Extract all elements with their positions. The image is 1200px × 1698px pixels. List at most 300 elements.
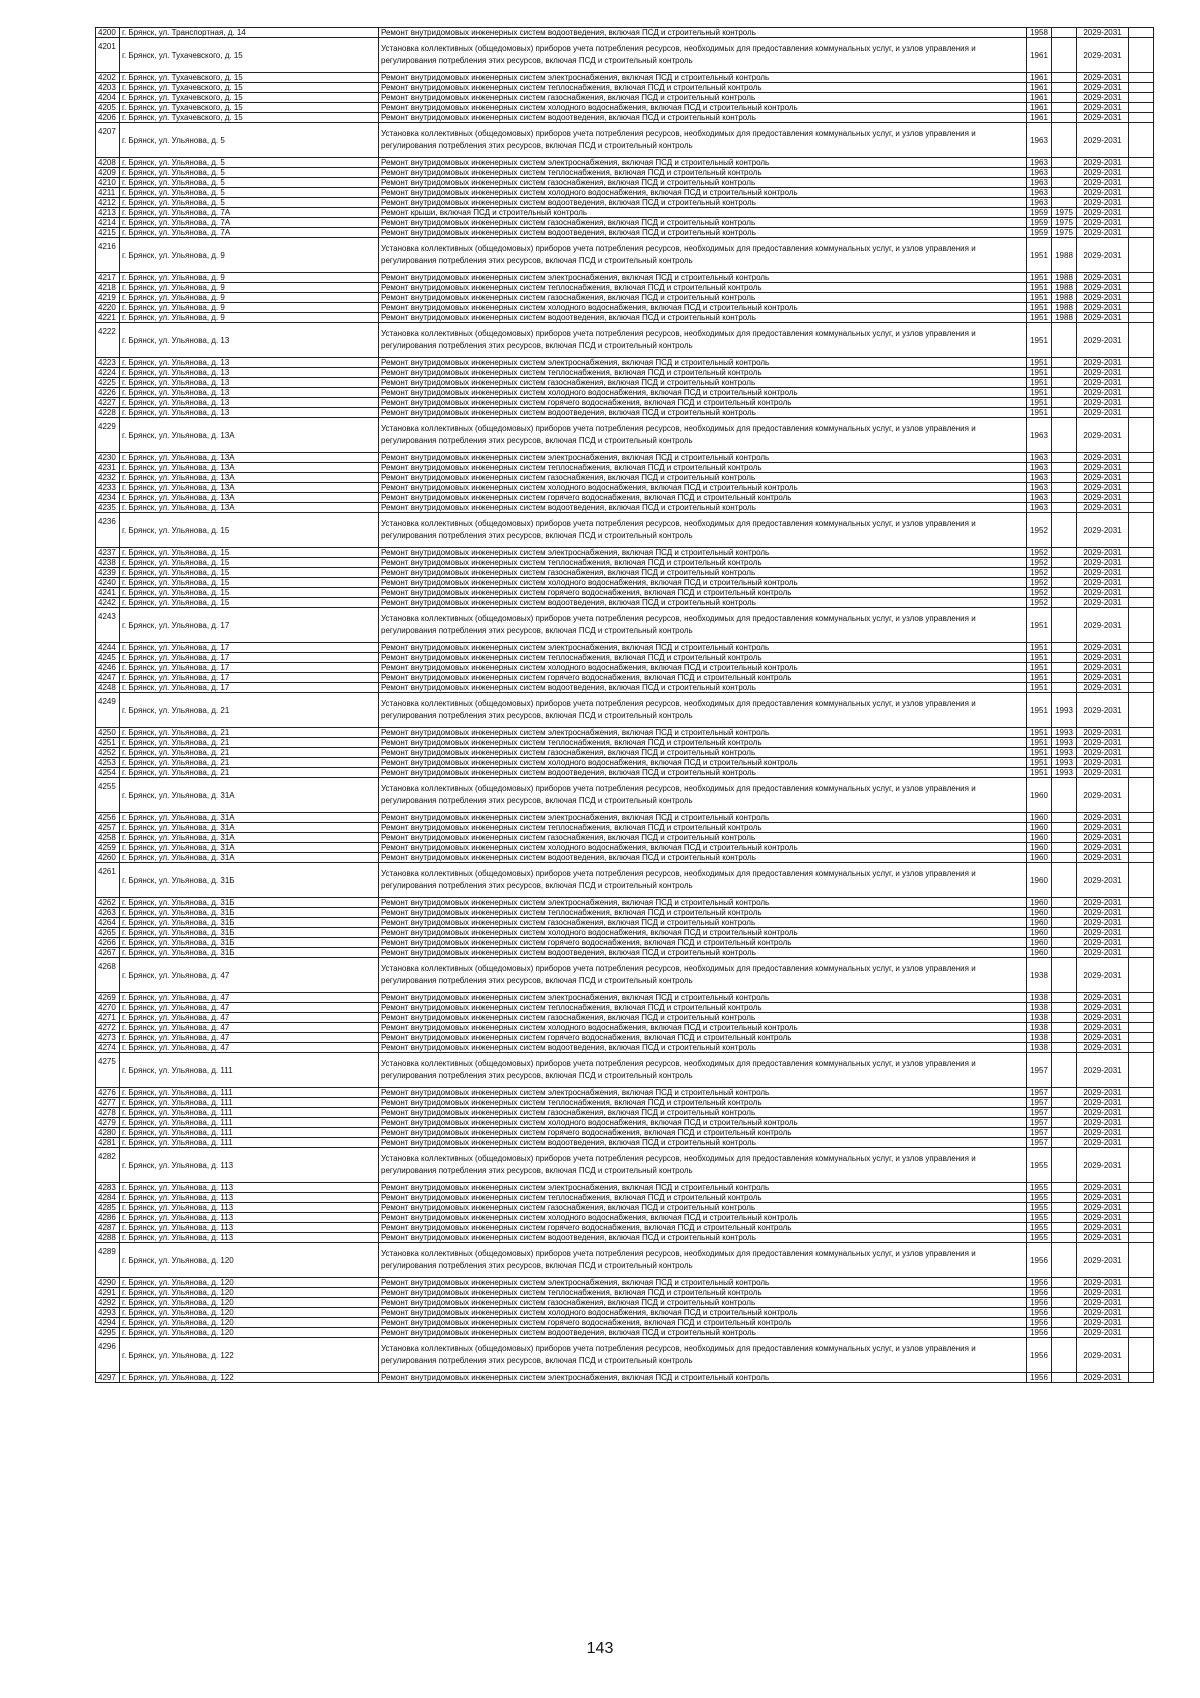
work-type-cell: Ремонт внутридомовых инженерных систем электроснабжения, включая ПСД и строительный контроль	[379, 993, 1027, 1003]
table-row	[96, 918, 1154, 928]
planned-period-cell: 2029-2031	[1077, 358, 1129, 368]
year-reconstructed-cell: 1988	[1052, 273, 1077, 283]
work-type-cell: Установка коллективных (общедомовых) приборов учета потребления ресурсов, необходимых для предоставления коммунальных услуг, и узлов управления и регулирования потребления этих ресурсов, включая ПСД и строительный контроль	[379, 123, 1027, 158]
empty-cell	[1129, 358, 1154, 368]
table-row	[96, 1233, 1154, 1243]
work-type-cell: Ремонт внутридомовых инженерных систем холодного водоснабжения, включая ПСД и строительный контроль	[379, 578, 1027, 588]
row-number: 4235	[96, 503, 120, 513]
year-built-cell: 1957	[1027, 1108, 1052, 1118]
row-number: 4290	[96, 1278, 120, 1288]
address-cell: г. Брянск, ул. Ульянова, д. 120	[120, 1318, 379, 1328]
table-row	[96, 1108, 1154, 1118]
row-number: 4249	[96, 693, 120, 728]
row-number: 4284	[96, 1193, 120, 1203]
table-row	[96, 1023, 1154, 1033]
table-row	[96, 1013, 1154, 1023]
row-number: 4222	[96, 323, 120, 358]
year-built-cell: 1957	[1027, 1118, 1052, 1128]
planned-period-cell: 2029-2031	[1077, 993, 1129, 1003]
address-cell: г. Брянск, ул. Ульянова, д. 31А	[120, 833, 379, 843]
work-type-cell: Ремонт внутридомовых инженерных систем теплоснабжения, включая ПСД и строительный контроль	[379, 1193, 1027, 1203]
year-built-cell: 1938	[1027, 1023, 1052, 1033]
year-built-cell: 1955	[1027, 1213, 1052, 1223]
year-built-cell: 1951	[1027, 378, 1052, 388]
year-built-cell: 1951	[1027, 608, 1052, 643]
address-cell: г. Брянск, ул. Ульянова, д. 15	[120, 548, 379, 558]
table-row	[96, 503, 1154, 513]
row-number: 4291	[96, 1288, 120, 1298]
address-cell: г. Брянск, ул. Ульянова, д. 111	[120, 1128, 379, 1138]
empty-cell	[1129, 378, 1154, 388]
table-row	[96, 158, 1154, 168]
row-number: 4216	[96, 238, 120, 273]
table-row	[96, 1088, 1154, 1098]
planned-period-cell: 2029-2031	[1077, 1298, 1129, 1308]
planned-period-cell: 2029-2031	[1077, 313, 1129, 323]
table-row	[96, 1223, 1154, 1233]
year-built-cell: 1952	[1027, 588, 1052, 598]
work-type-cell: Ремонт внутридомовых инженерных систем теплоснабжения, включая ПСД и строительный контроль	[379, 558, 1027, 568]
planned-period-cell: 2029-2031	[1077, 283, 1129, 293]
address-cell: г. Брянск, ул. Ульянова, д. 13А	[120, 483, 379, 493]
table-row	[96, 938, 1154, 948]
row-number: 4297	[96, 1373, 120, 1383]
work-type-cell: Ремонт внутридомовых инженерных систем теплоснабжения, включая ПСД и строительный контроль	[379, 168, 1027, 178]
empty-cell	[1129, 93, 1154, 103]
work-type-cell: Ремонт внутридомовых инженерных систем электроснабжения, включая ПСД и строительный контроль	[379, 643, 1027, 653]
planned-period-cell: 2029-2031	[1077, 1043, 1129, 1053]
row-number: 4283	[96, 1183, 120, 1193]
year-built-cell: 1963	[1027, 483, 1052, 493]
row-number: 4261	[96, 863, 120, 898]
year-reconstructed-cell: 1993	[1052, 693, 1077, 728]
table-row	[96, 653, 1154, 663]
year-reconstructed-cell	[1052, 1023, 1077, 1033]
year-reconstructed-cell	[1052, 813, 1077, 823]
row-number: 4267	[96, 948, 120, 958]
table-row	[96, 898, 1154, 908]
address-cell: г. Брянск, ул. Ульянова, д. 13	[120, 398, 379, 408]
empty-cell	[1129, 728, 1154, 738]
empty-cell	[1129, 1098, 1154, 1108]
year-reconstructed-cell: 1988	[1052, 293, 1077, 303]
planned-period-cell: 2029-2031	[1077, 758, 1129, 768]
row-number: 4260	[96, 853, 120, 863]
row-number: 4263	[96, 908, 120, 918]
work-type-cell: Установка коллективных (общедомовых) приборов учета потребления ресурсов, необходимых для предоставления коммунальных услуг, и узлов управления и регулирования потребления этих ресурсов, включая ПСД и строительный контроль	[379, 778, 1027, 813]
work-type-cell: Ремонт внутридомовых инженерных систем холодного водоснабжения, включая ПСД и строительный контроль	[379, 1308, 1027, 1318]
work-type-cell: Ремонт внутридомовых инженерных систем газоснабжения, включая ПСД и строительный контроль	[379, 178, 1027, 188]
row-number: 4233	[96, 483, 120, 493]
year-reconstructed-cell	[1052, 463, 1077, 473]
work-type-cell: Ремонт внутридомовых инженерных систем горячего водоснабжения, включая ПСД и строительный контроль	[379, 588, 1027, 598]
empty-cell	[1129, 1203, 1154, 1213]
empty-cell	[1129, 1193, 1154, 1203]
address-cell: г. Брянск, ул. Ульянова, д. 120	[120, 1328, 379, 1338]
work-type-cell: Ремонт внутридомовых инженерных систем водоотведения, включая ПСД и строительный контроль	[379, 408, 1027, 418]
year-built-cell: 1957	[1027, 1138, 1052, 1148]
empty-cell	[1129, 768, 1154, 778]
row-number: 4246	[96, 663, 120, 673]
row-number: 4281	[96, 1138, 120, 1148]
work-type-cell: Ремонт внутридомовых инженерных систем электроснабжения, включая ПСД и строительный контроль	[379, 548, 1027, 558]
year-built-cell: 1951	[1027, 728, 1052, 738]
empty-cell	[1129, 928, 1154, 938]
address-cell: г. Брянск, ул. Ульянова, д. 47	[120, 1023, 379, 1033]
row-number: 4224	[96, 368, 120, 378]
empty-cell	[1129, 643, 1154, 653]
planned-period-cell: 2029-2031	[1077, 1373, 1129, 1383]
work-type-cell: Ремонт внутридомовых инженерных систем электроснабжения, включая ПСД и строительный контроль	[379, 158, 1027, 168]
year-reconstructed-cell	[1052, 823, 1077, 833]
empty-cell	[1129, 558, 1154, 568]
work-type-cell: Ремонт внутридомовых инженерных систем горячего водоснабжения, включая ПСД и строительный контроль	[379, 1223, 1027, 1233]
work-type-cell: Ремонт внутридомовых инженерных систем холодного водоснабжения, включая ПСД и строительный контроль	[379, 103, 1027, 113]
empty-cell	[1129, 398, 1154, 408]
empty-cell	[1129, 653, 1154, 663]
empty-cell	[1129, 918, 1154, 928]
year-reconstructed-cell: 1993	[1052, 758, 1077, 768]
planned-period-cell: 2029-2031	[1077, 948, 1129, 958]
year-built-cell: 1951	[1027, 323, 1052, 358]
empty-cell	[1129, 568, 1154, 578]
empty-cell	[1129, 113, 1154, 123]
year-reconstructed-cell	[1052, 898, 1077, 908]
empty-cell	[1129, 303, 1154, 313]
table-row	[96, 673, 1154, 683]
page-number: 143	[586, 1640, 614, 1657]
year-reconstructed-cell	[1052, 653, 1077, 663]
address-cell: г. Брянск, ул. Ульянова, д. 31А	[120, 778, 379, 813]
year-built-cell: 1938	[1027, 1013, 1052, 1023]
planned-period-cell: 2029-2031	[1077, 1183, 1129, 1193]
planned-period-cell: 2029-2031	[1077, 548, 1129, 558]
year-built-cell: 1955	[1027, 1233, 1052, 1243]
year-reconstructed-cell	[1052, 1223, 1077, 1233]
empty-cell	[1129, 1023, 1154, 1033]
address-cell: г. Брянск, ул. Ульянова, д. 13	[120, 368, 379, 378]
row-number: 4294	[96, 1318, 120, 1328]
table-row	[96, 768, 1154, 778]
planned-period-cell: 2029-2031	[1077, 408, 1129, 418]
planned-period-cell: 2029-2031	[1077, 1138, 1129, 1148]
work-type-cell: Ремонт внутридомовых инженерных систем горячего водоснабжения, включая ПСД и строительный контроль	[379, 938, 1027, 948]
work-type-cell: Ремонт внутридомовых инженерных систем теплоснабжения, включая ПСД и строительный контроль	[379, 83, 1027, 93]
address-cell: г. Брянск, ул. Ульянова, д. 31А	[120, 843, 379, 853]
year-reconstructed-cell	[1052, 158, 1077, 168]
year-built-cell: 1951	[1027, 408, 1052, 418]
planned-period-cell: 2029-2031	[1077, 178, 1129, 188]
table-row	[96, 1278, 1154, 1288]
table-row	[96, 958, 1154, 993]
address-cell: г. Брянск, ул. Ульянова, д. 13А	[120, 418, 379, 453]
address-cell: г. Брянск, ул. Ульянова, д. 113	[120, 1223, 379, 1233]
work-type-cell: Установка коллективных (общедомовых) приборов учета потребления ресурсов, необходимых для предоставления коммунальных услуг, и узлов управления и регулирования потребления этих ресурсов, включая ПСД и строительный контроль	[379, 958, 1027, 993]
planned-period-cell: 2029-2031	[1077, 813, 1129, 823]
address-cell: г. Брянск, ул. Ульянова, д. 5	[120, 123, 379, 158]
year-built-cell: 1960	[1027, 928, 1052, 938]
address-cell: г. Брянск, ул. Ульянова, д. 111	[120, 1088, 379, 1098]
table-row	[96, 323, 1154, 358]
table-row	[96, 1148, 1154, 1183]
row-number: 4220	[96, 303, 120, 313]
empty-cell	[1129, 663, 1154, 673]
table-row	[96, 283, 1154, 293]
address-cell: г. Брянск, ул. Ульянова, д. 5	[120, 168, 379, 178]
planned-period-cell: 2029-2031	[1077, 673, 1129, 683]
row-number: 4264	[96, 918, 120, 928]
planned-period-cell: 2029-2031	[1077, 1098, 1129, 1108]
empty-cell	[1129, 683, 1154, 693]
planned-period-cell: 2029-2031	[1077, 853, 1129, 863]
year-built-cell: 1960	[1027, 938, 1052, 948]
table-row	[96, 473, 1154, 483]
row-number: 4280	[96, 1128, 120, 1138]
row-number: 4209	[96, 168, 120, 178]
planned-period-cell: 2029-2031	[1077, 1328, 1129, 1338]
row-number: 4262	[96, 898, 120, 908]
year-reconstructed-cell: 1993	[1052, 748, 1077, 758]
planned-period-cell: 2029-2031	[1077, 568, 1129, 578]
row-number: 4244	[96, 643, 120, 653]
year-built-cell: 1951	[1027, 238, 1052, 273]
empty-cell	[1129, 898, 1154, 908]
work-type-cell: Ремонт внутридомовых инженерных систем электроснабжения, включая ПСД и строительный контроль	[379, 273, 1027, 283]
empty-cell	[1129, 1013, 1154, 1023]
row-number: 4230	[96, 453, 120, 463]
empty-cell	[1129, 1003, 1154, 1013]
table-row	[96, 598, 1154, 608]
work-type-cell: Ремонт внутридомовых инженерных систем холодного водоснабжения, включая ПСД и строительный контроль	[379, 758, 1027, 768]
year-built-cell: 1963	[1027, 158, 1052, 168]
planned-period-cell: 2029-2031	[1077, 1318, 1129, 1328]
year-built-cell: 1951	[1027, 758, 1052, 768]
year-reconstructed-cell	[1052, 1203, 1077, 1213]
address-cell: г. Брянск, ул. Ульянова, д. 113	[120, 1213, 379, 1223]
year-built-cell: 1956	[1027, 1318, 1052, 1328]
table-row	[96, 758, 1154, 768]
year-built-cell: 1952	[1027, 598, 1052, 608]
year-built-cell: 1951	[1027, 313, 1052, 323]
year-reconstructed-cell	[1052, 833, 1077, 843]
planned-period-cell: 2029-2031	[1077, 103, 1129, 113]
year-built-cell: 1938	[1027, 993, 1052, 1003]
work-type-cell: Ремонт внутридомовых инженерных систем теплоснабжения, включая ПСД и строительный контроль	[379, 1288, 1027, 1298]
empty-cell	[1129, 588, 1154, 598]
address-cell: г. Брянск, ул. Ульянова, д. 7А	[120, 208, 379, 218]
work-type-cell: Ремонт внутридомовых инженерных систем холодного водоснабжения, включая ПСД и строительный контроль	[379, 188, 1027, 198]
work-type-cell: Установка коллективных (общедомовых) приборов учета потребления ресурсов, необходимых для предоставления коммунальных услуг, и узлов управления и регулирования потребления этих ресурсов, включая ПСД и строительный контроль	[379, 238, 1027, 273]
empty-cell	[1129, 738, 1154, 748]
table-row	[96, 1193, 1154, 1203]
address-cell: г. Брянск, ул. Ульянова, д. 13А	[120, 503, 379, 513]
address-cell: г. Брянск, ул. Ульянова, д. 13	[120, 388, 379, 398]
empty-cell	[1129, 948, 1154, 958]
address-cell: г. Брянск, ул. Ульянова, д. 21	[120, 758, 379, 768]
empty-cell	[1129, 1243, 1154, 1278]
year-built-cell: 1963	[1027, 198, 1052, 208]
table-row	[96, 238, 1154, 273]
empty-cell	[1129, 673, 1154, 683]
work-type-cell: Установка коллективных (общедомовых) приборов учета потребления ресурсов, необходимых для предоставления коммунальных услуг, и узлов управления и регулирования потребления этих ресурсов, включая ПСД и строительный контроль	[379, 1243, 1027, 1278]
row-number: 4257	[96, 823, 120, 833]
year-built-cell: 1955	[1027, 1183, 1052, 1193]
planned-period-cell: 2029-2031	[1077, 1288, 1129, 1298]
planned-period-cell: 2029-2031	[1077, 1128, 1129, 1138]
row-number: 4248	[96, 683, 120, 693]
row-number: 4204	[96, 93, 120, 103]
empty-cell	[1129, 1148, 1154, 1183]
work-type-cell: Установка коллективных (общедомовых) приборов учета потребления ресурсов, необходимых для предоставления коммунальных услуг, и узлов управления и регулирования потребления этих ресурсов, включая ПСД и строительный контроль	[379, 323, 1027, 358]
work-type-cell: Ремонт внутридомовых инженерных систем горячего водоснабжения, включая ПСД и строительный контроль	[379, 493, 1027, 503]
year-reconstructed-cell	[1052, 558, 1077, 568]
year-reconstructed-cell	[1052, 123, 1077, 158]
row-number: 4212	[96, 198, 120, 208]
address-cell: г. Брянск, ул. Тухачевского, д. 15	[120, 83, 379, 93]
empty-cell	[1129, 178, 1154, 188]
address-cell: г. Брянск, ул. Ульянова, д. 31А	[120, 853, 379, 863]
work-type-cell: Ремонт внутридомовых инженерных систем водоотведения, включая ПСД и строительный контроль	[379, 1043, 1027, 1053]
year-reconstructed-cell	[1052, 198, 1077, 208]
year-reconstructed-cell	[1052, 93, 1077, 103]
address-cell: г. Брянск, ул. Ульянова, д. 111	[120, 1138, 379, 1148]
work-type-cell: Ремонт внутридомовых инженерных систем теплоснабжения, включая ПСД и строительный контроль	[379, 908, 1027, 918]
table-row	[96, 1308, 1154, 1318]
row-number: 4245	[96, 653, 120, 663]
table-row	[96, 853, 1154, 863]
row-number: 4219	[96, 293, 120, 303]
row-number: 4278	[96, 1108, 120, 1118]
year-built-cell: 1956	[1027, 1373, 1052, 1383]
year-built-cell: 1951	[1027, 398, 1052, 408]
empty-cell	[1129, 368, 1154, 378]
work-type-cell: Ремонт внутридомовых инженерных систем теплоснабжения, включая ПСД и строительный контроль	[379, 1003, 1027, 1013]
year-built-cell: 1951	[1027, 368, 1052, 378]
year-built-cell: 1958	[1027, 28, 1052, 38]
address-cell: г. Брянск, ул. Ульянова, д. 122	[120, 1373, 379, 1383]
year-reconstructed-cell	[1052, 368, 1077, 378]
year-built-cell: 1951	[1027, 303, 1052, 313]
row-number: 4295	[96, 1328, 120, 1338]
row-number: 4208	[96, 158, 120, 168]
year-reconstructed-cell	[1052, 418, 1077, 453]
planned-period-cell: 2029-2031	[1077, 208, 1129, 218]
planned-period-cell: 2029-2031	[1077, 1243, 1129, 1278]
work-type-cell: Ремонт внутридомовых инженерных систем водоотведения, включая ПСД и строительный контроль	[379, 1233, 1027, 1243]
year-reconstructed-cell	[1052, 1288, 1077, 1298]
table-row	[96, 1138, 1154, 1148]
empty-cell	[1129, 813, 1154, 823]
work-type-cell: Ремонт внутридомовых инженерных систем холодного водоснабжения, включая ПСД и строительный контроль	[379, 1213, 1027, 1223]
empty-cell	[1129, 1043, 1154, 1053]
work-type-cell: Ремонт внутридомовых инженерных систем электроснабжения, включая ПСД и строительный контроль	[379, 1373, 1027, 1383]
empty-cell	[1129, 1373, 1154, 1383]
row-number: 4239	[96, 568, 120, 578]
year-reconstructed-cell: 1988	[1052, 313, 1077, 323]
address-cell: г. Брянск, ул. Ульянова, д. 9	[120, 303, 379, 313]
planned-period-cell: 2029-2031	[1077, 768, 1129, 778]
work-type-cell: Ремонт внутридомовых инженерных систем электроснабжения, включая ПСД и строительный контроль	[379, 1183, 1027, 1193]
table-row	[96, 83, 1154, 93]
work-type-cell: Ремонт внутридомовых инженерных систем водоотведения, включая ПСД и строительный контроль	[379, 228, 1027, 238]
table-row	[96, 38, 1154, 73]
empty-cell	[1129, 823, 1154, 833]
work-type-cell: Ремонт внутридомовых инженерных систем водоотведения, включая ПСД и строительный контроль	[379, 683, 1027, 693]
planned-period-cell: 2029-2031	[1077, 273, 1129, 283]
work-type-cell: Ремонт внутридомовых инженерных систем газоснабжения, включая ПСД и строительный контроль	[379, 918, 1027, 928]
year-built-cell: 1961	[1027, 83, 1052, 93]
address-cell: г. Брянск, ул. Ульянова, д. 17	[120, 673, 379, 683]
year-reconstructed-cell	[1052, 1003, 1077, 1013]
empty-cell	[1129, 1298, 1154, 1308]
address-cell: г. Брянск, ул. Ульянова, д. 13	[120, 378, 379, 388]
year-reconstructed-cell	[1052, 1308, 1077, 1318]
address-cell: г. Брянск, ул. Ульянова, д. 9	[120, 273, 379, 283]
year-reconstructed-cell	[1052, 1108, 1077, 1118]
table-row	[96, 1328, 1154, 1338]
table-row	[96, 418, 1154, 453]
address-cell: г. Брянск, ул. Тухачевского, д. 15	[120, 103, 379, 113]
year-built-cell: 1951	[1027, 283, 1052, 293]
year-reconstructed-cell	[1052, 778, 1077, 813]
year-built-cell: 1963	[1027, 418, 1052, 453]
address-cell: г. Брянск, ул. Ульянова, д. 47	[120, 1013, 379, 1023]
year-reconstructed-cell	[1052, 83, 1077, 93]
table-row	[96, 28, 1154, 38]
address-cell: г. Брянск, ул. Ульянова, д. 13А	[120, 493, 379, 503]
row-number: 4215	[96, 228, 120, 238]
work-type-cell: Ремонт внутридомовых инженерных систем водоотведения, включая ПСД и строительный контроль	[379, 948, 1027, 958]
table-row	[96, 908, 1154, 918]
year-reconstructed-cell	[1052, 188, 1077, 198]
work-type-cell: Ремонт внутридомовых инженерных систем газоснабжения, включая ПСД и строительный контроль	[379, 568, 1027, 578]
year-reconstructed-cell	[1052, 1098, 1077, 1108]
planned-period-cell: 2029-2031	[1077, 1223, 1129, 1233]
row-number: 4251	[96, 738, 120, 748]
planned-period-cell: 2029-2031	[1077, 463, 1129, 473]
work-type-cell: Ремонт внутридомовых инженерных систем теплоснабжения, включая ПСД и строительный контроль	[379, 463, 1027, 473]
table-row	[96, 1338, 1154, 1373]
planned-period-cell: 2029-2031	[1077, 1193, 1129, 1203]
address-cell: г. Брянск, ул. Ульянова, д. 15	[120, 598, 379, 608]
row-number: 4217	[96, 273, 120, 283]
address-cell: г. Брянск, ул. Тухачевского, д. 15	[120, 113, 379, 123]
year-reconstructed-cell	[1052, 378, 1077, 388]
address-cell: г. Брянск, ул. Ульянова, д. 13	[120, 323, 379, 358]
empty-cell	[1129, 323, 1154, 358]
planned-period-cell: 2029-2031	[1077, 578, 1129, 588]
empty-cell	[1129, 1278, 1154, 1288]
address-cell: г. Брянск, ул. Ульянова, д. 7А	[120, 228, 379, 238]
year-built-cell: 1963	[1027, 168, 1052, 178]
year-reconstructed-cell	[1052, 548, 1077, 558]
table-row	[96, 813, 1154, 823]
year-built-cell: 1956	[1027, 1338, 1052, 1373]
work-type-cell: Ремонт внутридомовых инженерных систем горячего водоснабжения, включая ПСД и строительный контроль	[379, 398, 1027, 408]
work-type-cell: Ремонт внутридомовых инженерных систем теплоснабжения, включая ПСД и строительный контроль	[379, 738, 1027, 748]
address-cell: г. Брянск, ул. Транспортная, д. 14	[120, 28, 379, 38]
table-row	[96, 303, 1154, 313]
year-built-cell: 1963	[1027, 473, 1052, 483]
table-row	[96, 823, 1154, 833]
year-reconstructed-cell	[1052, 1128, 1077, 1138]
row-number: 4203	[96, 83, 120, 93]
work-type-cell: Ремонт внутридомовых инженерных систем холодного водоснабжения, включая ПСД и строительный контроль	[379, 388, 1027, 398]
table-row	[96, 408, 1154, 418]
table-row	[96, 1203, 1154, 1213]
row-number: 4206	[96, 113, 120, 123]
work-type-cell: Ремонт внутридомовых инженерных систем электроснабжения, включая ПСД и строительный контроль	[379, 453, 1027, 463]
